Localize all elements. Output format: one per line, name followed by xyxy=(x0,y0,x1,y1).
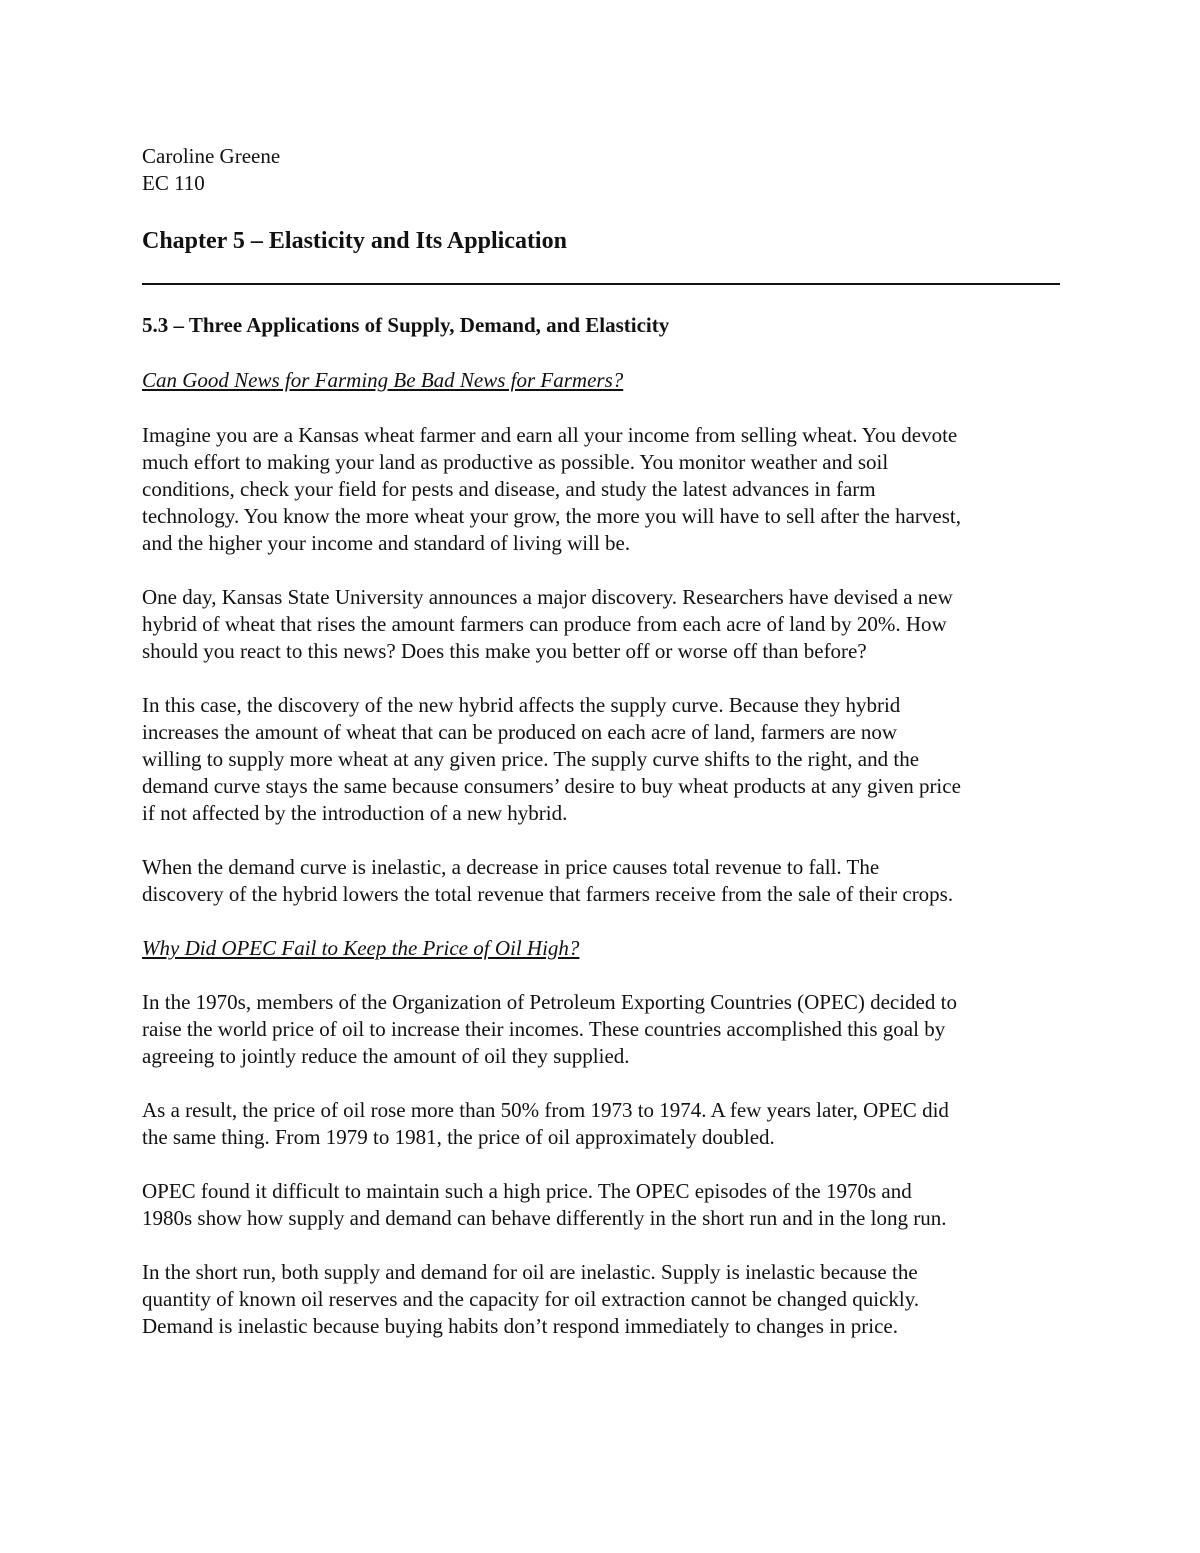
document-page xyxy=(142,143,1060,1338)
subheading-opec: Why Did OPEC Fail to Keep the Price of Oil High? xyxy=(142,936,580,960)
paragraph-line: much effort to making your land as productive as possible. You monitor weather and soil xyxy=(142,450,889,474)
paragraph-line: conditions, check your field for pests and disease, and study the latest advances in farm xyxy=(142,477,876,501)
paragraph-line: quantity of known oil reserves and the capacity for oil extraction cannot be changed quickly. xyxy=(142,1287,920,1311)
paragraph-line: if not affected by the introduction of a new hybrid. xyxy=(142,801,568,825)
paragraph-line: raise the world price of oil to increase their incomes. These countries accomplished this goal by xyxy=(142,1017,946,1041)
paragraph-5 xyxy=(142,989,1060,1070)
paragraph-line: and the higher your income and standard of living will be. xyxy=(142,531,631,555)
paragraph-line: Demand is inelastic because buying habits don’t respond immediately to changes in price. xyxy=(142,1314,898,1338)
paragraph-1 xyxy=(142,422,1060,557)
paragraph-line: willing to supply more wheat at any given price. The supply curve shifts to the right, and the xyxy=(142,747,920,771)
paragraph-line: In the 1970s, members of the Organization of Petroleum Exporting Countries (OPEC) decided to xyxy=(142,990,957,1014)
paragraph-7 xyxy=(142,1178,1060,1232)
paragraph-line: OPEC found it difficult to maintain such a high price. The OPEC episodes of the 1970s and xyxy=(142,1179,912,1203)
section-heading: 5.3 – Three Applications of Supply, Demand, and Elasticity xyxy=(142,313,670,337)
paragraph-line: 1980s show how supply and demand can behave differently in the short run and in the long run. xyxy=(142,1206,947,1230)
paragraph-line: hybrid of wheat that rises the amount farmers can produce from each acre of land by 20%. How xyxy=(142,612,947,636)
subheading-farming: Can Good News for Farming Be Bad News for Farmers? xyxy=(142,368,624,392)
paragraph-line: When the demand curve is inelastic, a decrease in price causes total revenue to fall. The xyxy=(142,855,880,879)
paragraph-line: the same thing. From 1979 to 1981, the price of oil approximately doubled. xyxy=(142,1125,775,1149)
paragraph-line: One day, Kansas State University announces a major discovery. Researchers have devised a new xyxy=(142,585,953,609)
paragraph-3 xyxy=(142,692,1060,827)
paragraph-line: As a result, the price of oil rose more than 50% from 1973 to 1974. A few years later, OPEC did xyxy=(142,1098,949,1122)
paragraph-line: In the short run, both supply and demand for oil are inelastic. Supply is inelastic because the xyxy=(142,1260,918,1284)
paragraph-4 xyxy=(142,854,1060,908)
paragraph-line: technology. You know the more wheat your grow, the more you will have to sell after the harvest, xyxy=(142,504,961,528)
paragraph-6 xyxy=(142,1097,1060,1151)
paragraph-line: increases the amount of wheat that can be produced on each acre of land, farmers are now xyxy=(142,720,898,744)
paragraph-line: Imagine you are a Kansas wheat farmer and earn all your income from selling wheat. You devote xyxy=(142,423,958,447)
paragraph-line: In this case, the discovery of the new hybrid affects the supply curve. Because they hybrid xyxy=(142,693,901,717)
paragraph-8 xyxy=(142,1259,1060,1340)
paragraph-line: demand curve stays the same because consumers’ desire to buy wheat products at any given price xyxy=(142,774,961,798)
paragraph-2 xyxy=(142,584,1060,665)
author-name: Caroline Greene xyxy=(142,144,281,168)
course-code: EC 110 xyxy=(142,171,205,195)
paragraph-line: should you react to this news? Does this make you better off or worse off than before? xyxy=(142,639,867,663)
author-block xyxy=(142,143,1060,197)
paragraph-line: agreeing to jointly reduce the amount of oil they supplied. xyxy=(142,1044,630,1068)
chapter-title: Chapter 5 – Elasticity and Its Application xyxy=(142,228,567,254)
paragraph-line: discovery of the hybrid lowers the total revenue that farmers receive from the sale of their crops. xyxy=(142,882,954,906)
title-divider xyxy=(142,283,1060,285)
